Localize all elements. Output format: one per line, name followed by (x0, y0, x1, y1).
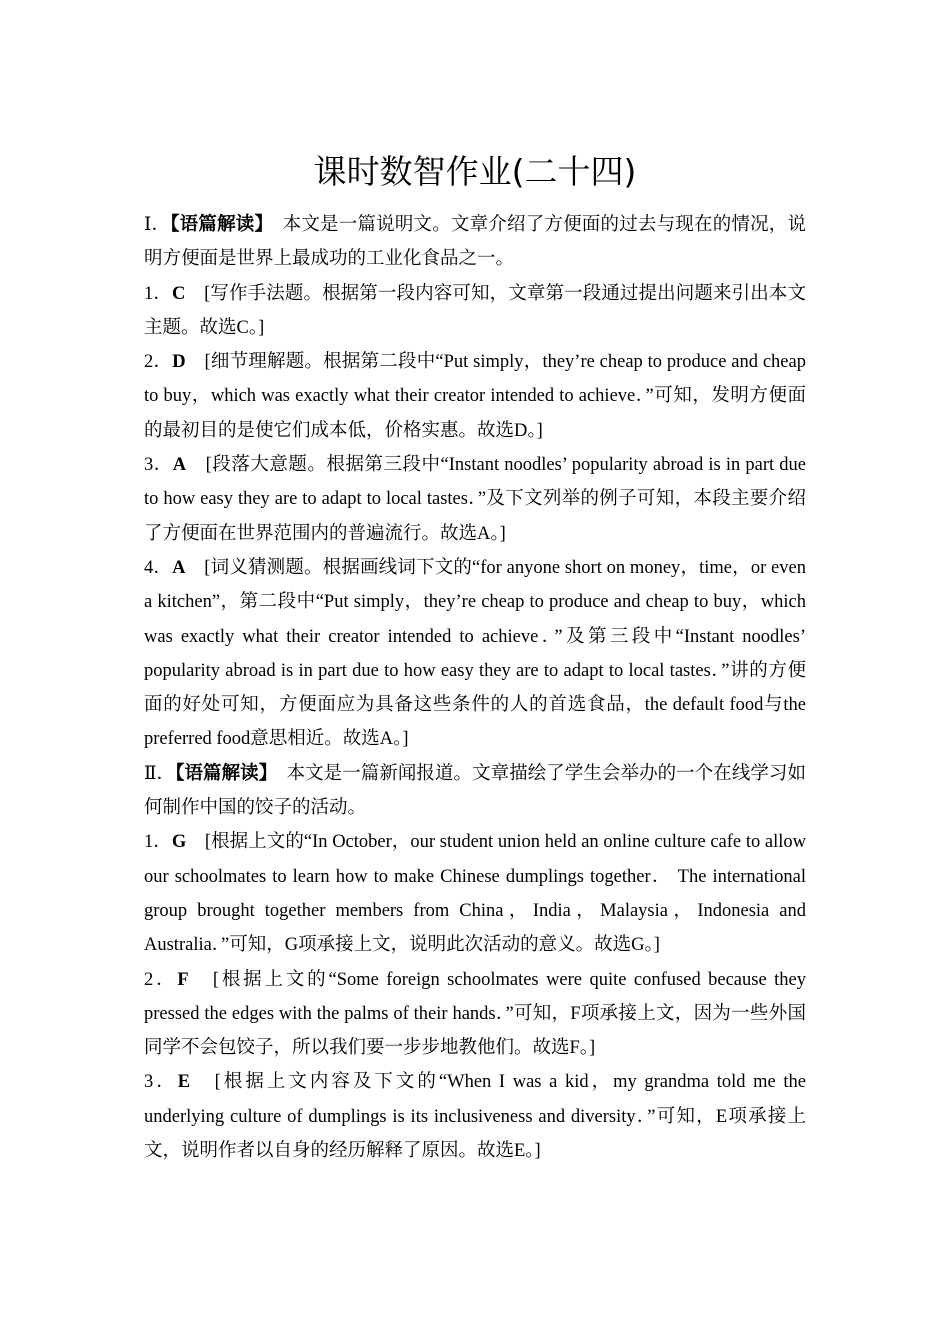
explanation-text: [根据上文的“Some foreign schoolmates were quite confused because they pressed the edges with the palms of their hands．”可知，F项承接上文，因为一些外国同学不会包饺子，所以我们要一步步地教他们。故选F。] (144, 969, 806, 1059)
answer-key: D (172, 352, 186, 373)
answer-key: F (177, 969, 189, 990)
answer-item (144, 1065, 806, 1168)
answer-key: G (171, 832, 187, 853)
explanation-text: [词义猜测题。根据画线词下文的“for anyone short on money，time，or even a kitchen”，第二段中“Put simply，they’re cheap to produce and cheap to buy，which was exactly what their creator intended to achieve．”及第三段中“Instant noodles’ popularity abroad is in part due to how easy they are to adapt to local tastes．”讲的方便面的好处可知，方便面应为具备这些条件的人的首选食品，the default food与the preferred food意思相近。故选A。] (144, 557, 806, 750)
answer-content (144, 208, 806, 1168)
page-title: 课时数智作业(二十四) (313, 152, 637, 191)
answer-item (144, 963, 806, 1066)
answer-item (144, 825, 806, 962)
answer-item (144, 345, 806, 448)
item-number: 1． (144, 832, 172, 853)
answer-key: C (171, 283, 186, 304)
explanation-text: [段落大意题。根据第三段中“Instant noodles’ popularity abroad is in part due to how easy they are to adapt to local tastes．”及下文列举的例子可知，本段主要介绍了方便面在世界范围内的普遍流行。故选A。] (144, 455, 806, 544)
answer-item (144, 448, 806, 551)
item-number: 2． (144, 352, 173, 373)
item-number: 2． (144, 969, 178, 990)
paragraph-text: 本文是一篇新闻报道。文章描绘了学生会举办的一个在线学习如何制作中国的饺子的活动。 (144, 763, 806, 819)
section-label: 【语篇解读】 (170, 215, 264, 235)
explanation-text: [细节理解题。根据第二段中“Put simply，they’re cheap to produce and cheap to buy，which was exactly what their creator intended to achieve．”可知，发明方便面的最初目的是使它们成本低，价格实惠。故选D。] (144, 352, 806, 441)
section-2-summary (144, 757, 806, 826)
answer-item (144, 277, 806, 346)
item-number: 4． (144, 557, 173, 578)
answer-item (144, 551, 806, 757)
section-number: Ⅰ． (144, 215, 171, 235)
section-number: Ⅱ． (144, 763, 176, 784)
answer-key: A (172, 455, 187, 476)
explanation-text: [根据上文内容及下文的“When I was a kid，my grandma told me the underlying culture of dumplings is its inclusiveness and diversity．”可知，E项承接上文，说明作者以自身的经历解释了原因。故选E。] (144, 1072, 806, 1162)
item-number: 3． (144, 455, 173, 476)
explanation-text: [根据上文的“In October，our student union held an online culture cafe to allow our schoolmates to learn how to make Chinese dumplings together． The international group brought together members from China，India，Malaysia，Indonesia and Australia．”可知，G项承接上文，说明此次活动的意义。故选G。] (144, 832, 806, 956)
answer-key: A (172, 557, 186, 578)
section-1-summary (144, 208, 806, 277)
paragraph-text: 本文是一篇说明文。文章介绍了方便面的过去与现在的情况，说明方便面是世界上最成功的工业化食品之一。 (144, 215, 806, 270)
explanation-text: [写作手法题。根据第一段内容可知，文章第一段通过提出问题来引出本文主题。故选C。] (144, 283, 806, 338)
section-label: 【语篇解读】 (175, 763, 269, 784)
item-number: 1． (144, 283, 172, 304)
item-number: 3． (144, 1072, 178, 1093)
answer-key: E (177, 1072, 191, 1093)
